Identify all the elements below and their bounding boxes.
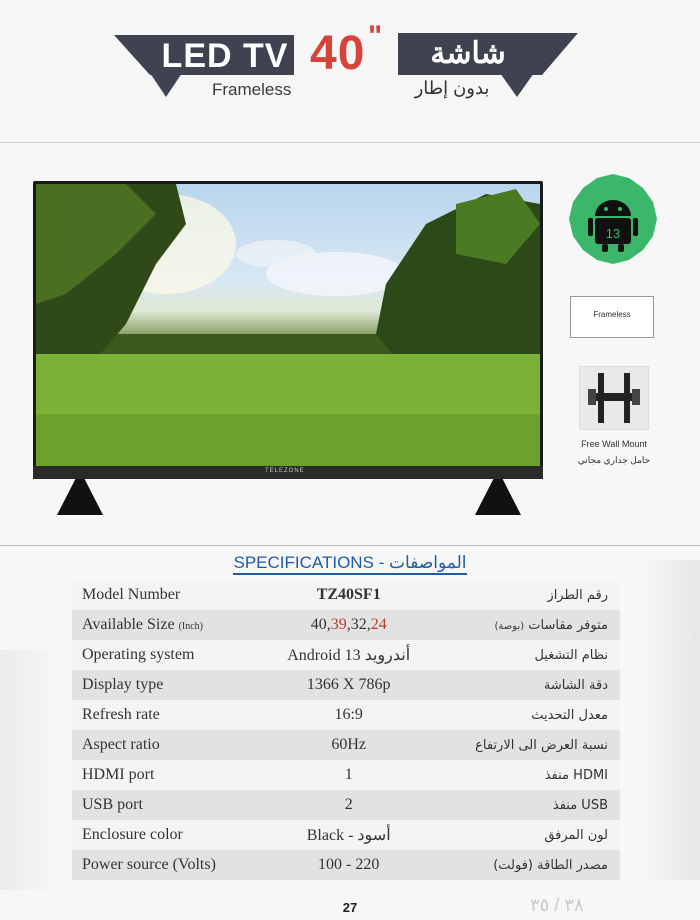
spec-label: Enclosure color — [72, 820, 263, 850]
spec-label: Model Number — [72, 580, 263, 610]
spec-label-ar: معدل التحديث — [435, 700, 620, 730]
specifications-table — [72, 580, 620, 880]
background-decoration-left — [0, 650, 60, 890]
spec-value: 100 - 220 — [263, 850, 435, 880]
wall-mount-label-en: Free Wall Mount — [581, 439, 647, 449]
table-row — [72, 610, 620, 640]
wall-mount-image — [579, 366, 649, 430]
landscape-image — [36, 184, 540, 466]
wall-mount-icon — [580, 367, 648, 429]
spec-label: Aspect ratio — [72, 730, 263, 760]
android-version: 13 — [605, 226, 621, 241]
spec-value: Black - أسود — [263, 820, 435, 850]
spec-value: 1 — [263, 760, 435, 790]
spec-label: Power source (Volts) — [72, 850, 263, 880]
spec-value: 40,39,32,24 — [263, 610, 435, 640]
table-row — [72, 700, 620, 730]
page-number: 27 — [342, 900, 358, 915]
table-row — [72, 820, 620, 850]
spec-label-ar: لون المرفق — [435, 820, 620, 850]
size-inch-mark: " — [368, 20, 383, 53]
spec-value: 2 — [263, 790, 435, 820]
frameless-label: Frameless — [212, 80, 292, 99]
arabic-frameless-label: بدون إطار — [414, 78, 490, 98]
spec-label: Display type — [72, 670, 263, 700]
table-row — [72, 760, 620, 790]
frameless-badge-label: Frameless — [593, 310, 631, 319]
specifications-title: SPECIFICATIONS - المواصفات — [0, 553, 700, 573]
spec-label-ar: مصدر الطاقة (فولت) — [435, 850, 620, 880]
wall-mount-label-ar: حامل جداري مجاني — [577, 455, 651, 465]
tv-stand-right — [475, 479, 521, 515]
led-tv-label: LED TV — [161, 37, 289, 75]
spec-value: TZ40SF1 — [263, 580, 435, 610]
size-number: 40 — [310, 27, 366, 80]
spec-label-ar: (بوصة) متوفر مقاسات — [435, 610, 620, 640]
spec-value: 1366 X 786p — [263, 670, 435, 700]
table-row — [72, 640, 620, 670]
spec-label: USB port — [72, 790, 263, 820]
android-badge — [567, 172, 659, 266]
tv-brand-logo: TELEZONE — [265, 468, 305, 474]
spec-label-ar: نسبة العرض الى الارتفاع — [435, 730, 620, 760]
background-decoration — [640, 560, 700, 880]
tv-stand-left — [57, 479, 103, 515]
spec-label: Operating system — [72, 640, 263, 670]
table-row — [72, 730, 620, 760]
spec-label: Refresh rate — [72, 700, 263, 730]
spec-value: Android 13 أندرويد — [263, 640, 435, 670]
spec-value: 60Hz — [263, 730, 435, 760]
arabic-screen-label: شاشة — [430, 37, 506, 70]
table-row — [72, 850, 620, 880]
header-banner — [0, 0, 700, 143]
table-row — [72, 790, 620, 820]
spec-label-ar: منفذ HDMI — [435, 760, 620, 790]
banner-right-tail — [500, 73, 534, 97]
watermark: ٣٨ / ٣٥ — [530, 895, 584, 915]
spec-label-ar: دقة الشاشة — [435, 670, 620, 700]
spec-label: HDMI port — [72, 760, 263, 790]
spec-label: Available Size (Inch) — [72, 610, 263, 640]
spec-label-ar: منفذ USB — [435, 790, 620, 820]
spec-label-ar: رقم الطراز — [435, 580, 620, 610]
table-row — [72, 670, 620, 700]
android-icon — [567, 172, 659, 266]
table-row — [72, 580, 620, 610]
section-divider — [0, 545, 700, 546]
frameless-badge — [570, 296, 654, 338]
spec-label-ar: نظام التشغيل — [435, 640, 620, 670]
tv-screen — [36, 184, 540, 466]
banner-left-tail — [150, 73, 182, 97]
tv-product-image — [33, 181, 543, 479]
spec-value: 16:9 — [263, 700, 435, 730]
